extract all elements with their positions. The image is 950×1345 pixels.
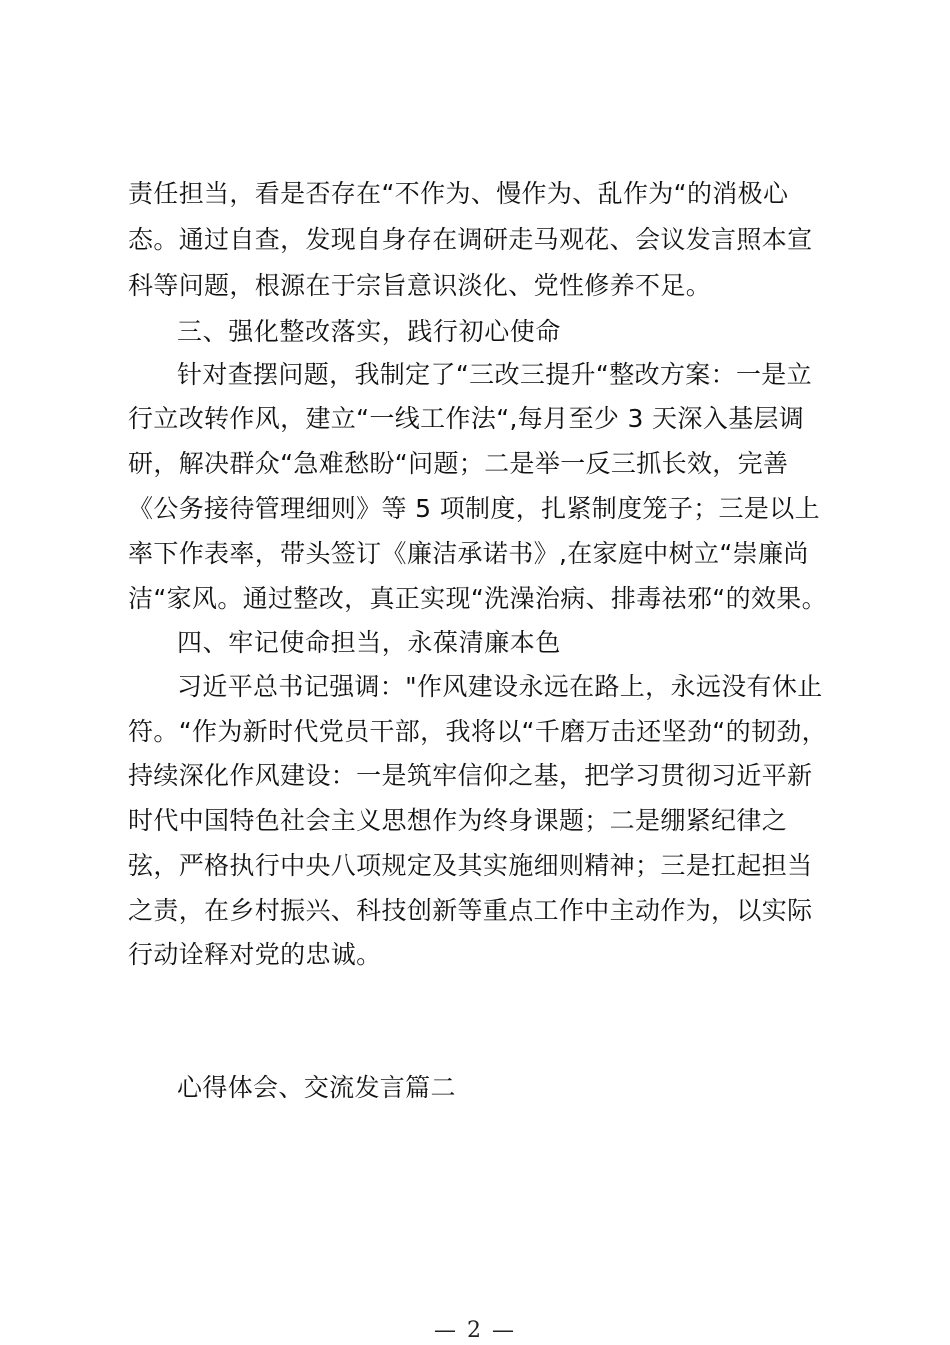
paragraph-line: 持续深化作风建设：一是筑牢信仰之基，把学习贯彻习近平新 bbox=[128, 761, 813, 790]
section-heading: 三、强化整改落实，践行初心使命 bbox=[177, 317, 562, 346]
paragraph-line: 行立改转作风，建立“一线工作法“,每月至少 3 天深入基层调 bbox=[128, 404, 805, 433]
paragraph-line: 弦，严格执行中央八项规定及其实施细则精神；三是扛起担当 bbox=[128, 851, 813, 880]
paragraph-line: 研，解决群众“急难愁盼“问题；二是举一反三抓长效，完善 bbox=[128, 449, 789, 478]
paragraph-line: 之责，在乡村振兴、科技创新等重点工作中主动作为，以实际 bbox=[128, 896, 813, 925]
paragraph-line: 洁“家风。通过整改，真正实现“洗澡治病、排毒祛邪“的效果。 bbox=[128, 584, 828, 613]
paragraph-line: 《公务接待管理细则》等 5 项制度，扎紧制度笼子；三是以上 bbox=[128, 494, 820, 523]
paragraph-line: 责任担当，看是否存在“不作为、慢作为、乱作为“的消极心 bbox=[128, 179, 789, 208]
paragraph-line: 习近平总书记强调："作风建设永远在路上，永远没有休止 bbox=[177, 672, 823, 701]
paragraph-line: 态。通过自查，发现自身存在调研走马观花、会议发言照本宣 bbox=[128, 225, 813, 254]
paragraph-line: 符。“作为新时代党员干部，我将以“千磨万击还坚劲“的韧劲， bbox=[128, 717, 828, 746]
paragraph-line: 率下作表率，带头签订《廉洁承诺书》,在家庭中树立“崇廉尚 bbox=[128, 539, 809, 568]
paragraph-line: 科等问题，根源在于宗旨意识淡化、党性修养不足。 bbox=[128, 271, 712, 300]
paragraph-line: 时代中国特色社会主义思想作为终身课题；二是绷紧纪律之 bbox=[128, 806, 788, 835]
section-heading: 四、牢记使命担当，永葆清廉本色 bbox=[177, 628, 562, 657]
paragraph-line: 针对查摆问题，我制定了“三改三提升“整改方案：一是立 bbox=[177, 360, 813, 389]
page-number: — 2 — bbox=[434, 1318, 516, 1343]
paragraph-line: 行动诠释对党的忠诚。 bbox=[128, 940, 382, 969]
next-article-title: 心得体会、交流发言篇二 bbox=[177, 1073, 456, 1102]
